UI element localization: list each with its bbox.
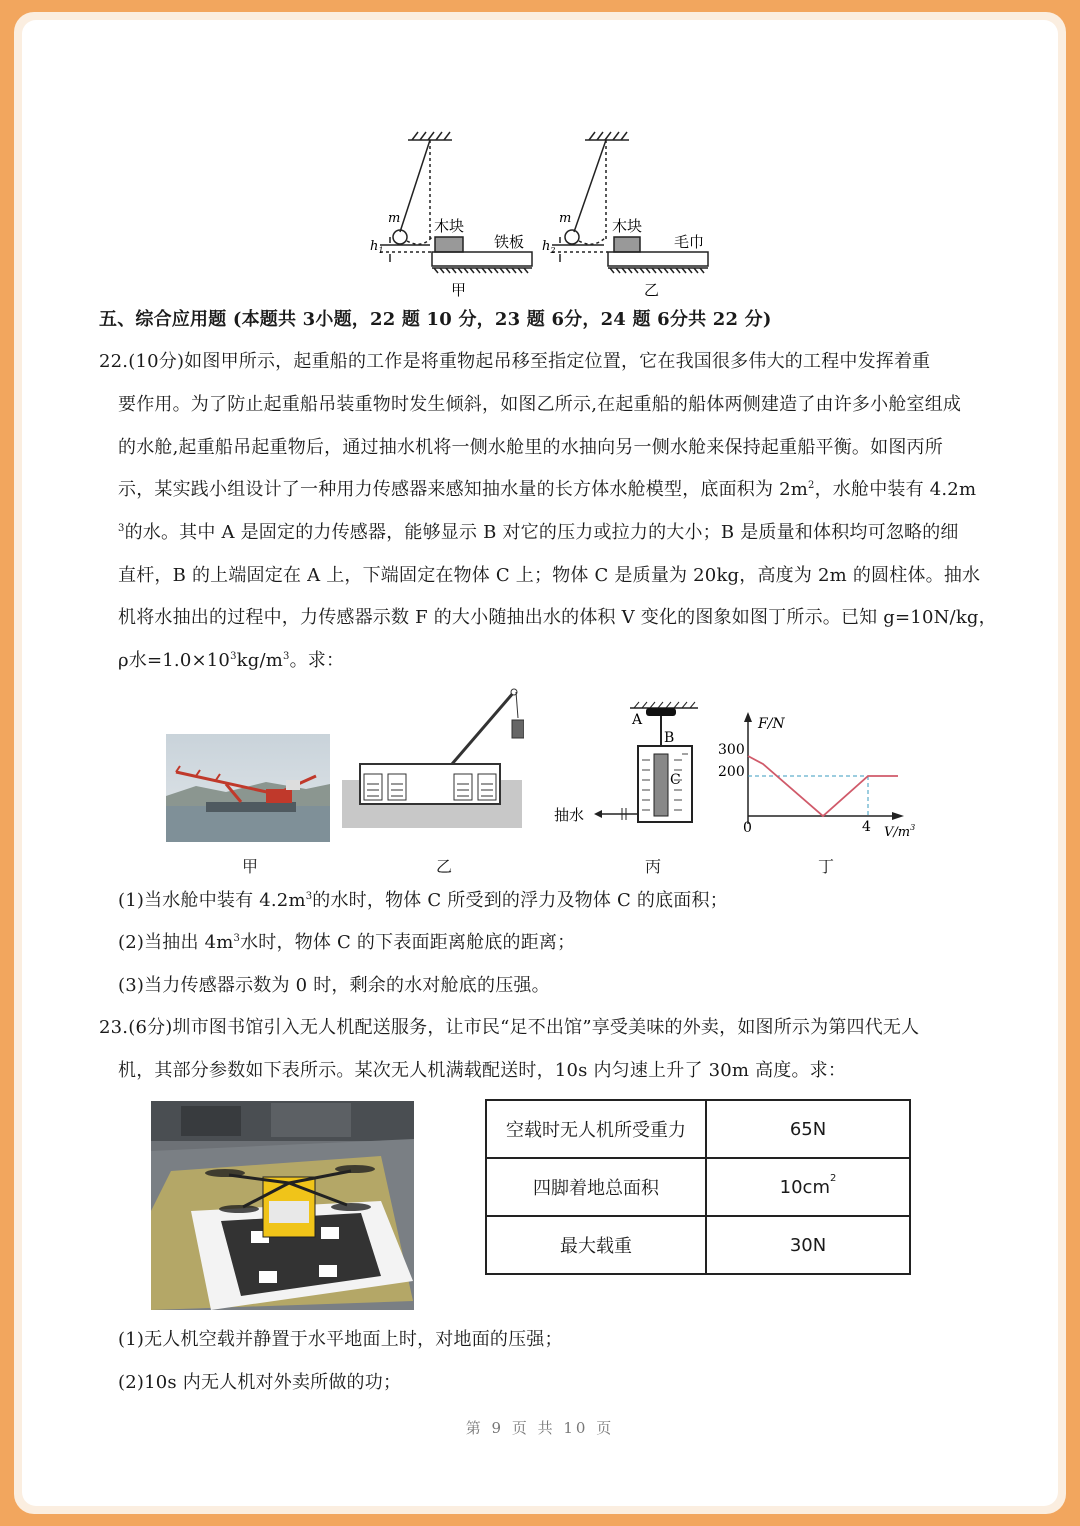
q22-line-8c: 。求： [289,650,345,671]
q23-sub-2: (2)10s 内无人机对外卖所做的功； [118,1372,402,1393]
q22-line-5 [118,521,959,545]
q22-line-2: 要作用。为了防止起重船吊装重物时发生倾斜，如图乙所示,在起重船的船体两侧建造了由许多小舱室组成 [118,394,962,415]
sup-2b: 2 [829,1172,837,1184]
chart-x-arrow [892,812,904,820]
label-iron-plate: 铁板 [494,233,525,251]
table-row [486,1158,910,1216]
chart-y-arrow [744,712,752,722]
chart-ytick-300: 300 [718,742,745,758]
pendulum-yi [552,132,708,273]
label-jia-top: 甲 [451,281,467,299]
label-m-1: m [388,211,401,226]
chart-xtick-4: 4 [862,819,871,835]
sup-3c: 3 [283,651,290,662]
q22-line-6: 直杆，B 的上端固定在 A 上，下端固定在物体 C 上；物体 C 是质量为 20kg，高度为 2m 的圆柱体。抽水 [118,565,981,586]
tank-label-pump: 抽水 [554,806,585,824]
q23-sub-1: (1)无人机空载并静置于水平地面上时，对地面的压强； [118,1329,563,1350]
drone-photo [151,1101,414,1310]
table-cell-value [706,1158,910,1216]
crane-ship-photo [166,734,330,842]
q22-line-8b: kg/m [236,650,284,671]
pendulum-figure [360,125,740,303]
ship-diagram [340,684,524,832]
label-wood-1: 木块 [434,217,465,235]
q22-line-3: 的水舱,起重船吊起重物后，通过抽水机将一侧水舱里的水抽向另一侧水舱来保持起重船平衡。如图丙所 [118,437,943,458]
chart-ylabel: F/N [758,716,785,732]
tank-label-C: C [670,772,681,788]
tank-diagram [550,698,700,830]
q22-sub-3: (3)当力传感器示数为 0 时，剩余的水对舱底的压强。 [118,975,550,996]
label-m-2: m [559,211,572,226]
table-cell-value: 65N [706,1100,910,1158]
pendulum-jia [380,132,532,273]
fig-label-bing: 丙 [645,857,662,876]
chart-xlabel: $V/m^3$ [884,823,916,840]
table-cell-key: 空载时无人机所受重力 [486,1100,706,1158]
table-row [486,1100,910,1158]
table-row [486,1216,910,1274]
q23-line-2: 机，其部分参数如下表所示。某次无人机满载配送时，10s 内匀速上升了 30m 高度。求： [118,1060,847,1081]
label-h1: $h_1$ [370,239,384,255]
sup-3e: 3 [233,933,241,944]
fv-chart [712,708,928,844]
table-cell-value-text: 10cm [779,1176,830,1198]
q23-line-1: 23.(6分)圳市图书馆引入无人机配送服务，让市民“足不出馆”享受美味的外卖，如图所示为第四代无人 [99,1017,920,1038]
table-cell-value: 30N [706,1216,910,1274]
chart-ytick-200: 200 [718,764,745,780]
sup-3b: 3 [230,651,237,662]
q22-sub-1a: (1)当水舱中装有 4.2m [118,890,306,911]
tank-label-B: B [664,730,675,746]
label-h2: $h_2$ [542,239,556,255]
page-footer: 第 9 页 共 10 页 [465,1419,615,1437]
q22-line-8 [118,649,344,673]
sup-2: 2 [808,480,815,491]
table-cell-key: 四脚着地总面积 [486,1158,706,1216]
fig-label-ding: 丁 [818,857,835,876]
q22-sub-1b: 的水时，物体 C 所受到的浮力及物体 C 的底面积； [312,890,728,911]
q22-line-1: 22.(10分)如图甲所示，起重船的工作是将重物起吊移至指定位置，它在我国很多伟大的工程中发挥着重 [99,351,931,372]
q22-line-5a: 的水。其中 A 是固定的力传感器，能够显示 B 对它的压力或拉力的大小；B 是质量和体积均可忽略的细 [124,522,959,543]
q22-line-4a: 示，某实践小组设计了一种用力传感器来感知抽水量的长方体水舱模型，底面积为 2m [118,479,809,500]
chart-origin: 0 [743,820,752,836]
q22-line-4b: ，水舱中装有 4.2m [814,479,977,500]
tank-label-A: A [632,712,643,728]
q22-sub-2a: (2)当抽出 4m [118,932,234,953]
q22-line-8a: ρ水=1.0×10 [118,650,231,671]
params-table [485,1099,911,1275]
q22-sub-2b: 水时，物体 C 的下表面距离舱底的距离； [240,932,576,953]
sup-3: 3 [118,523,125,534]
table-cell-key: 最大载重 [486,1216,706,1274]
fig-label-yi: 乙 [436,857,453,876]
q22-line-7: 机将水抽出的过程中，力传感器示数 F 的大小随抽出水的体积 V 变化的图象如图丁所示。已知 g=10N/kg， [118,607,997,628]
fig-label-jia: 甲 [242,857,259,876]
chart-series-line [748,756,898,816]
q22-sub-2 [118,931,575,955]
label-towel: 毛巾 [674,233,705,251]
label-yi-top: 乙 [644,281,660,299]
q22-sub-1 [118,889,728,913]
label-wood-2: 木块 [612,217,643,235]
section-title: 五、综合应用题 (本题共 3小题，22 题 10 分，23 题 6分，24 题 6分共 22 分) [99,309,772,330]
sup-3d: 3 [305,891,313,902]
q22-line-4 [118,478,976,502]
